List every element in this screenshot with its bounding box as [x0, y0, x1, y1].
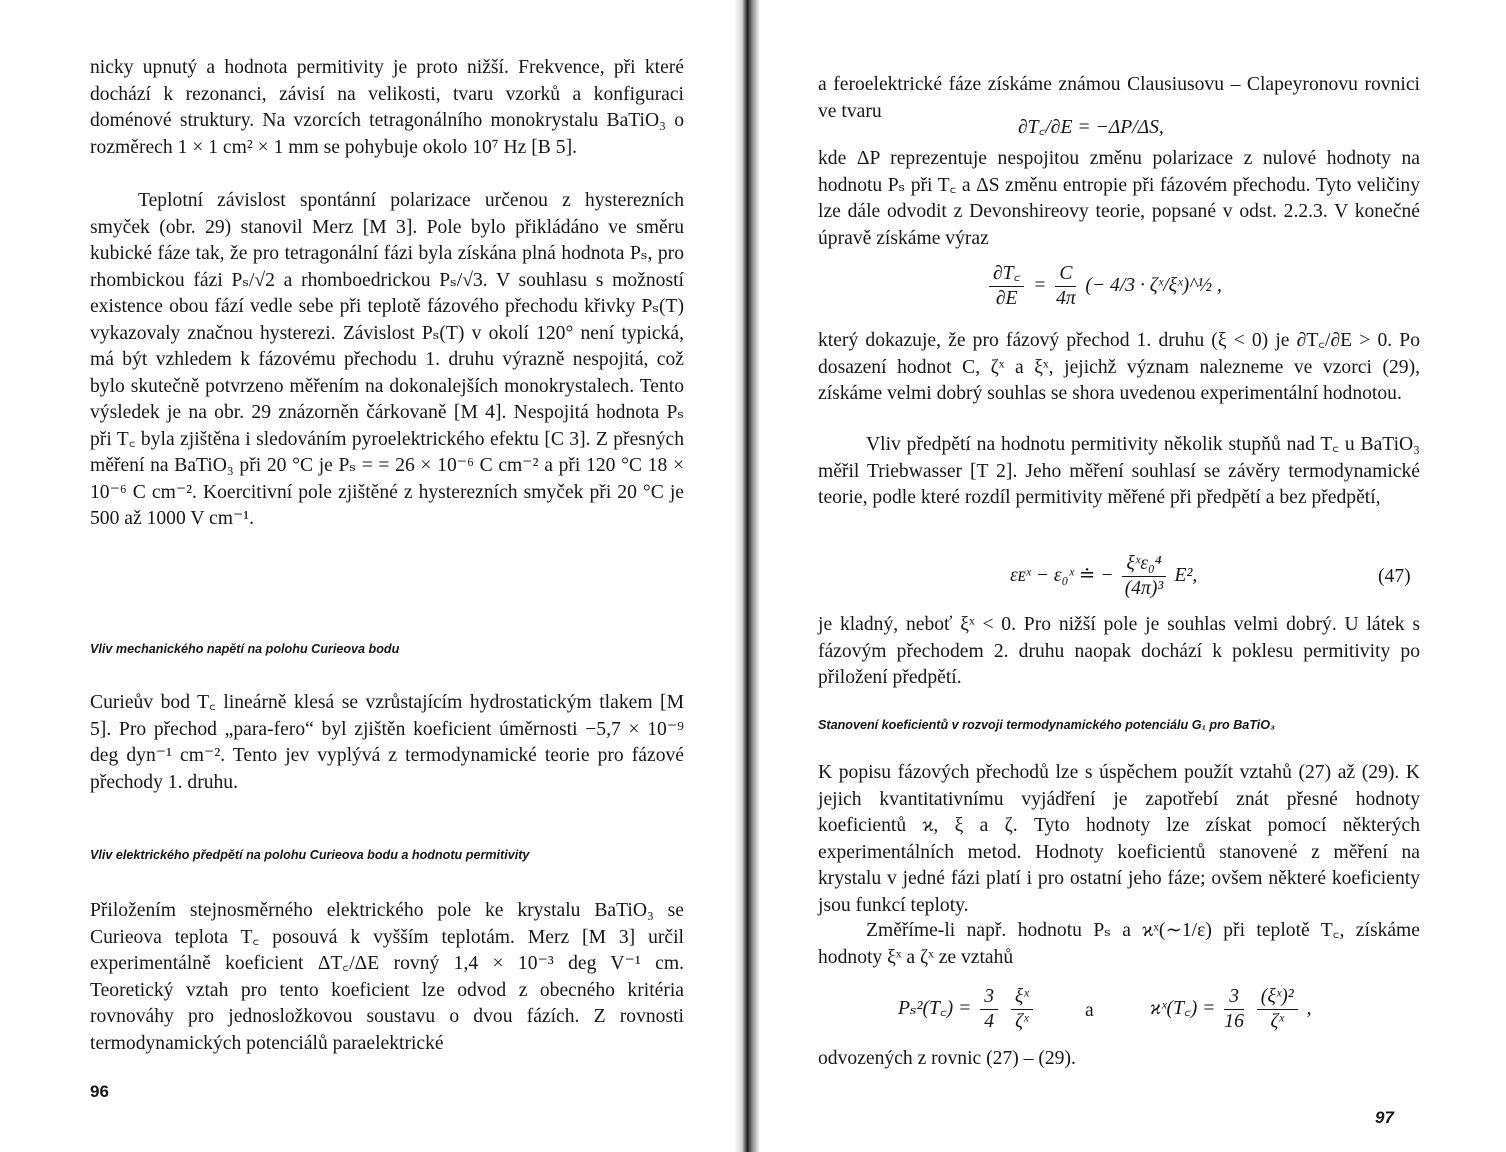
equation-lhs: Pₛ²(T꜀) = — [898, 998, 977, 1019]
left-page-number: 96 — [90, 1082, 109, 1101]
equals-sign: = — [1033, 275, 1047, 296]
fraction-denominator: 4 — [984, 1011, 994, 1032]
equation-lhs: ϰˣ(T꜀) = — [1150, 998, 1221, 1019]
fraction-xi-zeta — [1011, 985, 1033, 1034]
fraction-numerator: 3 — [980, 985, 998, 1010]
fraction-denominator: 4π — [1056, 288, 1076, 309]
fraction-3-4 — [980, 985, 998, 1034]
right-paragraph-1: a feroelektrické fáze získáme známou Clausiusovu – Clapeyronovu rovnici ve tvaru — [818, 74, 1420, 122]
right-paragraph-8: odvozených z rovnic (27) – (29). — [818, 1048, 1076, 1069]
equation-rhs: E², — [1174, 565, 1198, 586]
right-section-heading: Stanovení koeficientů v rozvoji termodynamického potenciálu G₁ pro BaTiO₃ — [818, 718, 1275, 732]
equation-end: , — [1306, 998, 1312, 1019]
fraction-3-16 — [1224, 985, 1244, 1034]
equation-curie-shift — [985, 262, 1222, 311]
right-paragraph-3: který dokazuje, že pro fázový přechod 1. druhu (ξ < 0) je ∂T꜀/∂E > 0. Po dosazení hodnot C, ζˣ a ξˣ, jejichž význam nalezneme ve vzorci (29), získáme velmi dobrý souhlas se shora uvedenou experimentální hodnotou. — [818, 330, 1420, 404]
equation-ps-squared — [898, 985, 1037, 1034]
equation-kappa — [1150, 985, 1311, 1034]
left-page — [0, 0, 748, 1152]
right-page-number: 97 — [1375, 1108, 1394, 1127]
fraction-numerator: ∂T꜀ — [989, 262, 1024, 287]
equation-conjunction: a — [1085, 1000, 1094, 1021]
fraction-numerator: ξˣ — [1011, 985, 1033, 1010]
fraction-denominator: 16 — [1224, 1011, 1244, 1032]
fraction-numerator: 3 — [1224, 985, 1244, 1010]
fraction-c-4pi — [1055, 262, 1076, 311]
equation-clausius-clapeyron: ∂T꜀/∂E = −ΔP/ΔS, — [1018, 117, 1164, 138]
equation-number: (47) — [1378, 566, 1411, 587]
left-paragraph-3: Curieův bod T꜀ lineárně klesá se vzrůstajícím hydrostatickým tlakem [M 5]. Pro přechod „para-fero“ byl zjištěn koeficient úměrnosti −5,7 × 10⁻⁹ deg dyn⁻¹ cm⁻². Tento jev vyplývá z termodynamické teorie pro fázové přechody 1. druhu. — [90, 692, 684, 793]
fraction-numerator: ξˣε₀⁴ — [1122, 552, 1165, 577]
right-paragraph-4: Vliv předpětí na hodnotu permitivity několik stupňů nad T꜀ u BaTiO₃ měřil Triebwasser [T 2]. Jeho měření souhlasí se závěry termodynamické teorie, podle které rozdíl permitivity měřené při předpětí a bez předpětí, — [818, 434, 1420, 508]
fraction-dtc-de — [989, 262, 1024, 311]
right-paragraph-6: K popisu fázových přechodů lze s úspěchem použít vztahů (27) až (29). K jejich kvantitativnímu vyjádření je zapotřebí znát přesné hodnoty koeficientů ϰ, ξ a ζ. Tyto hodnoty lze získat pomocí některých experimentálních metod. Hodnoty koeficientů stanovené z měření na krystalu v jedné fázi platí i pro ostatní jeho fáze; ovšem některé koeficienty jsou funkcí teploty. — [818, 762, 1420, 916]
left-paragraph-4: Přiložením stejnosměrného elektrického pole ke krystalu BaTiO₃ se Curieova teplota T꜀ posouvá k vyšším teplotám. Merz [M 3] určil experimentálně koeficient ΔT꜀/ΔE rovný 1,4 × 10⁻³ deg V⁻¹ cm. Teoretický vztah pro tento koeficient lze odvod z obecného kritéria rovnováhy pro jednosložkovou soustavu o dvou fázích. Z rovnosti termodynamických potenciálů paraelektrické — [90, 900, 684, 1054]
right-paragraph-5: je kladný, neboť ξˣ < 0. Pro nižší pole je souhlas velmi dobrý. U látek s fázovým přechodem 2. druhu naopak dochází k poklesu permitivity po přiložení předpětí. — [818, 614, 1420, 688]
fraction-numerator: (ξˣ)² — [1257, 985, 1298, 1010]
fraction-denominator: ζˣ — [1270, 1011, 1284, 1032]
equation-lhs: εᴇˣ − ε₀ˣ ≐ − — [1010, 565, 1114, 586]
fraction-numerator: C — [1055, 262, 1076, 287]
left-section-heading-2: Vliv elektrického předpětí na polohu Curieova bodu a hodnotu permitivity — [90, 848, 530, 862]
fraction-denominator: ζˣ — [1015, 1011, 1029, 1032]
left-paragraph-2: Teplotní závislost spontánní polarizace určenou z hysterezních smyček (obr. 29) stanovil Merz [M 3]. Pole bylo přikládáno ve směru kubické fáze tak, že pro tetragonální fázi byla získána plná hodnota Pₛ, pro rhombickou fázi Pₛ/√2 a rhomboedrickou Pₛ/√3. V souhlasu s možností existence obou fází vedle sebe při teplotě fázového přechodu křivky Pₛ(T) vykazovaly značnou hysterezi. Závislost Pₛ(T) v okolí 120° není typická, má být vzhledem k fázovému přechodu 1. druhu výrazně nespojitá, což bylo skutečně potvrzeno měřením na dokonalejších monokrystalech. Tento výsledek je na obr. 29 znázorněn čárkovaně [M 4]. Nespojitá hodnota Pₛ při T꜀ byla zjištěna i sledováním pyroelektrického efektu [C 3]. Z přesných měření na BaTiO₃ při 20 °C je Pₛ = = 26 × 10⁻⁶ C cm⁻² a při 120 °C 18 × 10⁻⁶ C cm⁻². Koercitivní pole zjištěné z hysterezních smyček při 20 °C je 500 až 1000 V cm⁻¹. — [90, 190, 684, 529]
equation-47 — [1010, 552, 1197, 601]
fraction-denominator: ∂E — [995, 288, 1018, 309]
fraction-denominator: (4π)³ — [1124, 578, 1164, 599]
fraction-xi-eps — [1122, 552, 1165, 601]
fraction-xi2-zeta — [1257, 985, 1298, 1034]
left-paragraph-1: nicky upnutý a hodnota permitivity je proto nižší. Frekvence, při které dochází k rezonanci, závisí na velikosti, tvaru vzorků a konfiguraci doménové struktury. Na vzorcích tetragonálního monokrystalu BaTiO₃ o rozměrech 1 × 1 cm² × 1 mm se pohybuje okolo 10⁷ Hz [B 5]. — [90, 57, 684, 158]
left-section-heading-1: Vliv mechanického napětí na polohu Curieova bodu — [90, 642, 400, 656]
equation-remainder: (− 4/3 · ζˣ/ξˣ)^½ , — [1085, 275, 1222, 296]
right-page — [760, 0, 1506, 1152]
right-paragraph-2: kde ΔP reprezentuje nespojitou změnu polarizace z nulové hodnoty na hodnotu Pₛ při T꜀ a ΔS změnu entropie při fázovém přechodu. Tyto veličiny lze dále odvodit z Devonshireovy teorie, popsané v odst. 2.2.3. V konečné úpravě získáme výraz — [818, 148, 1420, 249]
right-paragraph-7: Změříme-li např. hodnotu Pₛ a ϰˣ(∼1/ε) při teplotě T꜀, získáme hodnoty ξˣ a ζˣ ze vztahů — [818, 920, 1420, 968]
